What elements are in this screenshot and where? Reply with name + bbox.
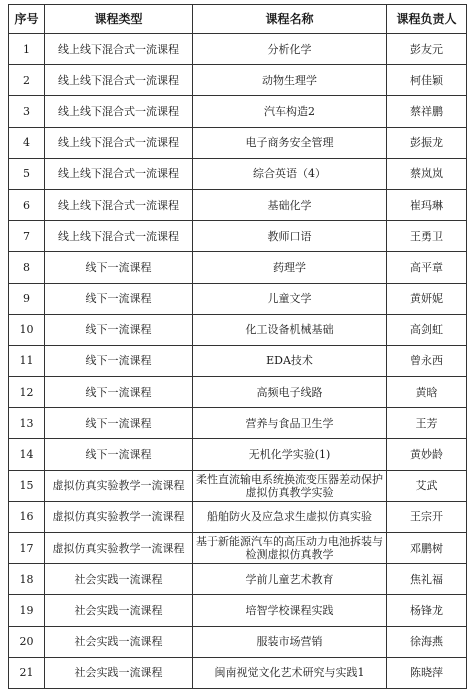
cell-course-owner: 崔玛琳 [387, 189, 467, 220]
cell-course-type: 线下一流课程 [45, 314, 193, 345]
cell-course-name: 培智学校课程实践 [193, 595, 387, 626]
table-row [9, 314, 467, 345]
cell-course-type: 线上线下混合式一流课程 [45, 34, 193, 65]
cell-course-owner: 蔡祥鹏 [387, 96, 467, 127]
cell-course-name: 营养与食品卫生学 [193, 408, 387, 439]
cell-no: 19 [9, 595, 45, 626]
table-row [9, 439, 467, 470]
cell-course-owner: 邓鹏树 [387, 533, 467, 564]
cell-course-type: 线下一流课程 [45, 439, 193, 470]
cell-course-type: 虚拟仿真实验教学一流课程 [45, 470, 193, 501]
table-row [9, 34, 467, 65]
cell-no: 1 [9, 34, 45, 65]
cell-course-type: 社会实践一流课程 [45, 657, 193, 688]
cell-course-type: 社会实践一流课程 [45, 595, 193, 626]
cell-course-name: 教师口语 [193, 221, 387, 252]
cell-course-type: 线下一流课程 [45, 377, 193, 408]
cell-course-owner: 艾武 [387, 470, 467, 501]
cell-course-type: 线上线下混合式一流课程 [45, 189, 193, 220]
cell-course-owner: 彭振龙 [387, 127, 467, 158]
cell-no: 20 [9, 626, 45, 657]
cell-no: 16 [9, 501, 45, 532]
table-row [9, 283, 467, 314]
cell-course-name: 分析化学 [193, 34, 387, 65]
cell-course-type: 线下一流课程 [45, 408, 193, 439]
cell-no: 3 [9, 96, 45, 127]
table-row [9, 408, 467, 439]
cell-no: 2 [9, 65, 45, 96]
cell-course-owner: 陈晓萍 [387, 657, 467, 688]
cell-course-owner: 曾永西 [387, 345, 467, 376]
cell-course-owner: 高剑虹 [387, 314, 467, 345]
header-row [9, 5, 467, 34]
table-row [9, 470, 467, 501]
cell-course-name: 学前儿童艺术教育 [193, 564, 387, 595]
table-row [9, 564, 467, 595]
table-row [9, 657, 467, 688]
table-row [9, 189, 467, 220]
table-row [9, 252, 467, 283]
cell-course-type: 社会实践一流课程 [45, 564, 193, 595]
table-row [9, 377, 467, 408]
header-no: 序号 [9, 5, 45, 34]
cell-no: 10 [9, 314, 45, 345]
cell-course-name: 柔性直流输电系统换流变压器差动保护虚拟仿真教学实验 [193, 470, 387, 501]
table-row [9, 65, 467, 96]
cell-course-type: 线上线下混合式一流课程 [45, 65, 193, 96]
table-body [9, 34, 467, 689]
cell-no: 5 [9, 158, 45, 189]
cell-course-name: 药理学 [193, 252, 387, 283]
table-row [9, 345, 467, 376]
cell-course-owner: 蔡岚岚 [387, 158, 467, 189]
cell-course-owner: 徐海燕 [387, 626, 467, 657]
cell-no: 6 [9, 189, 45, 220]
cell-course-type: 社会实践一流课程 [45, 626, 193, 657]
cell-course-owner: 彭友元 [387, 34, 467, 65]
cell-course-name: 综合英语（4） [193, 158, 387, 189]
cell-course-name: 基础化学 [193, 189, 387, 220]
table-row [9, 127, 467, 158]
cell-no: 4 [9, 127, 45, 158]
cell-course-name: 基于新能源汽车的高压动力电池拆装与检测虚拟仿真教学 [193, 533, 387, 564]
cell-course-type: 线下一流课程 [45, 283, 193, 314]
cell-course-type: 线下一流课程 [45, 345, 193, 376]
cell-no: 18 [9, 564, 45, 595]
cell-course-owner: 王芳 [387, 408, 467, 439]
cell-course-type: 线上线下混合式一流课程 [45, 127, 193, 158]
cell-course-type: 线上线下混合式一流课程 [45, 96, 193, 127]
cell-course-owner: 杨锋龙 [387, 595, 467, 626]
table-row [9, 96, 467, 127]
cell-course-owner: 柯佳颖 [387, 65, 467, 96]
cell-course-name: 无机化学实验(1) [193, 439, 387, 470]
cell-course-name: 闽南视觉文化艺术研究与实践1 [193, 657, 387, 688]
cell-course-type: 线上线下混合式一流课程 [45, 221, 193, 252]
cell-course-owner: 黄晗 [387, 377, 467, 408]
cell-course-type: 虚拟仿真实验教学一流课程 [45, 501, 193, 532]
cell-no: 13 [9, 408, 45, 439]
cell-course-type: 线下一流课程 [45, 252, 193, 283]
cell-course-name: 汽车构造2 [193, 96, 387, 127]
table-header [9, 5, 467, 34]
cell-no: 21 [9, 657, 45, 688]
cell-course-owner: 黄妙龄 [387, 439, 467, 470]
table-row [9, 158, 467, 189]
cell-course-name: 电子商务安全管理 [193, 127, 387, 158]
cell-course-owner: 王宗开 [387, 501, 467, 532]
cell-course-name: 儿童文学 [193, 283, 387, 314]
cell-course-name: 船舶防火及应急求生虚拟仿真实验 [193, 501, 387, 532]
table-row [9, 221, 467, 252]
table-row [9, 626, 467, 657]
course-table [8, 4, 467, 689]
cell-no: 8 [9, 252, 45, 283]
cell-course-name: 化工设备机械基础 [193, 314, 387, 345]
header-type: 课程类型 [45, 5, 193, 34]
cell-course-type: 线上线下混合式一流课程 [45, 158, 193, 189]
cell-course-type: 虚拟仿真实验教学一流课程 [45, 533, 193, 564]
cell-no: 12 [9, 377, 45, 408]
header-owner: 课程负责人 [387, 5, 467, 34]
cell-course-name: EDA技术 [193, 345, 387, 376]
cell-no: 9 [9, 283, 45, 314]
header-name: 课程名称 [193, 5, 387, 34]
table-row [9, 501, 467, 532]
cell-course-name: 服装市场营销 [193, 626, 387, 657]
cell-no: 7 [9, 221, 45, 252]
cell-course-owner: 王勇卫 [387, 221, 467, 252]
table-row [9, 533, 467, 564]
cell-course-owner: 高平章 [387, 252, 467, 283]
cell-course-name: 动物生理学 [193, 65, 387, 96]
cell-no: 11 [9, 345, 45, 376]
cell-no: 15 [9, 470, 45, 501]
table-row [9, 595, 467, 626]
cell-no: 14 [9, 439, 45, 470]
cell-course-owner: 黄妍妮 [387, 283, 467, 314]
cell-course-owner: 焦礼福 [387, 564, 467, 595]
cell-no: 17 [9, 533, 45, 564]
cell-course-name: 高频电子线路 [193, 377, 387, 408]
